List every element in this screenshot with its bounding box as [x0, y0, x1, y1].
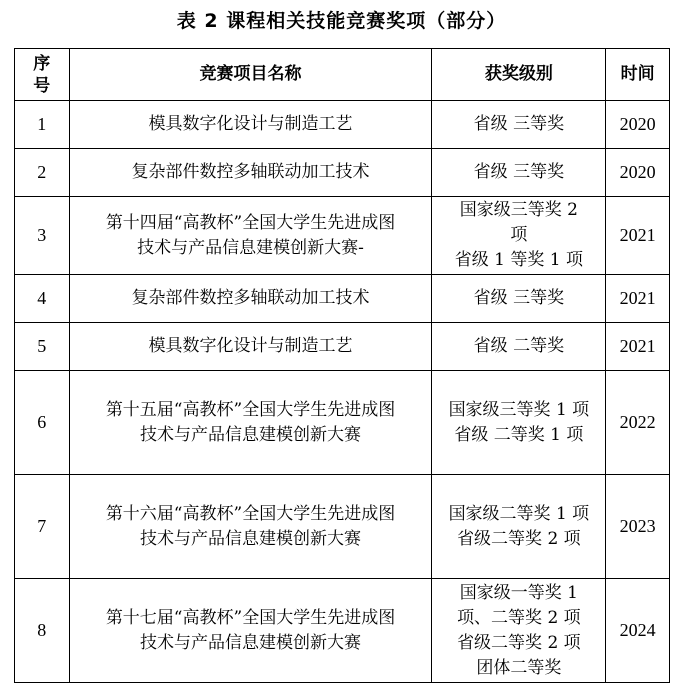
row-year: 2021	[606, 197, 670, 275]
row-name	[69, 371, 432, 475]
row-year: 2024	[606, 579, 670, 683]
row-name	[69, 197, 432, 275]
row-year: 2022	[606, 371, 670, 475]
row-no: 4	[15, 275, 70, 323]
row-level-line: 国家级二等奖 1 项	[448, 503, 590, 524]
row-no: 3	[15, 197, 70, 275]
row-no: 7	[15, 475, 70, 579]
row-level	[432, 149, 606, 197]
table-row	[15, 323, 670, 371]
row-no: 6	[15, 371, 70, 475]
row-level-line: 省级 三等奖	[473, 162, 565, 182]
row-year: 2020	[606, 149, 670, 197]
row-name-line: 模具数字化设计与制造工艺	[148, 114, 353, 134]
header-no	[15, 49, 70, 101]
row-name-line: 模具数字化设计与制造工艺	[148, 336, 353, 356]
row-year: 2021	[606, 323, 670, 371]
row-level	[432, 197, 606, 275]
row-level-line: 项	[510, 225, 528, 245]
row-level-line: 省级 三等奖	[473, 288, 565, 308]
awards-table	[14, 48, 670, 683]
row-level-line: 省级 三等奖	[473, 114, 565, 134]
row-level	[432, 579, 606, 683]
row-level-line: 省级 二等奖	[473, 336, 565, 356]
row-name-line: 技术与产品信息建模创新大赛	[140, 528, 362, 549]
row-level	[432, 323, 606, 371]
row-level-line: 国家级三等奖 1 项	[448, 399, 590, 420]
row-year: 2020	[606, 101, 670, 149]
table-caption: 表 2 课程相关技能竞赛奖项（部分）	[176, 10, 507, 32]
row-name-line: 技术与产品信息建模创新大赛-	[137, 237, 364, 258]
row-name	[69, 323, 432, 371]
header-name: 竞赛项目名称	[69, 49, 432, 101]
row-level-line: 国家级一等奖 1	[459, 582, 578, 603]
row-name-line: 技术与产品信息建模创新大赛	[140, 632, 362, 653]
row-level	[432, 475, 606, 579]
row-name-line: 第十六届“高教杯”全国大学生先进成图	[105, 503, 396, 524]
header-no-line1: 序	[33, 53, 51, 74]
row-level-line: 项、二等奖 2 项	[457, 607, 581, 628]
table-header-row	[15, 49, 670, 101]
row-level-line: 省级二等奖 2 项	[457, 528, 581, 549]
row-no: 1	[15, 101, 70, 149]
table-row	[15, 101, 670, 149]
row-no: 2	[15, 149, 70, 197]
table-row	[15, 275, 670, 323]
table-row	[15, 579, 670, 683]
row-name-line: 复杂部件数控多轴联动加工技术	[131, 162, 370, 182]
table-row	[15, 371, 670, 475]
row-year: 2023	[606, 475, 670, 579]
row-name-line: 复杂部件数控多轴联动加工技术	[131, 288, 370, 308]
row-level-line: 省级二等奖 2 项	[457, 632, 581, 653]
row-level-line: 省级 二等奖 1 项	[454, 424, 584, 445]
row-name	[69, 579, 432, 683]
row-level	[432, 275, 606, 323]
row-name	[69, 149, 432, 197]
row-name-line: 第十五届“高教杯”全国大学生先进成图	[105, 399, 396, 420]
row-name-line: 第十七届“高教杯”全国大学生先进成图	[105, 607, 396, 628]
row-no: 8	[15, 579, 70, 683]
row-level-line: 省级 1 等奖 1 项	[454, 250, 583, 270]
row-level	[432, 371, 606, 475]
table-row	[15, 149, 670, 197]
row-level	[432, 101, 606, 149]
header-year: 时间	[606, 49, 670, 101]
row-name-line: 第十四届“高教杯”全国大学生先进成图	[105, 212, 396, 233]
row-year: 2021	[606, 275, 670, 323]
row-name-line: 技术与产品信息建模创新大赛	[140, 424, 362, 445]
header-no-line2: 号	[33, 75, 51, 96]
row-name	[69, 101, 432, 149]
header-level: 获奖级别	[432, 49, 606, 101]
row-no: 5	[15, 323, 70, 371]
table-row	[15, 475, 670, 579]
row-name	[69, 475, 432, 579]
row-level-line: 团体二等奖	[476, 657, 562, 678]
row-name	[69, 275, 432, 323]
row-level-line: 国家级三等奖 2	[459, 200, 578, 220]
table-row	[15, 197, 670, 275]
